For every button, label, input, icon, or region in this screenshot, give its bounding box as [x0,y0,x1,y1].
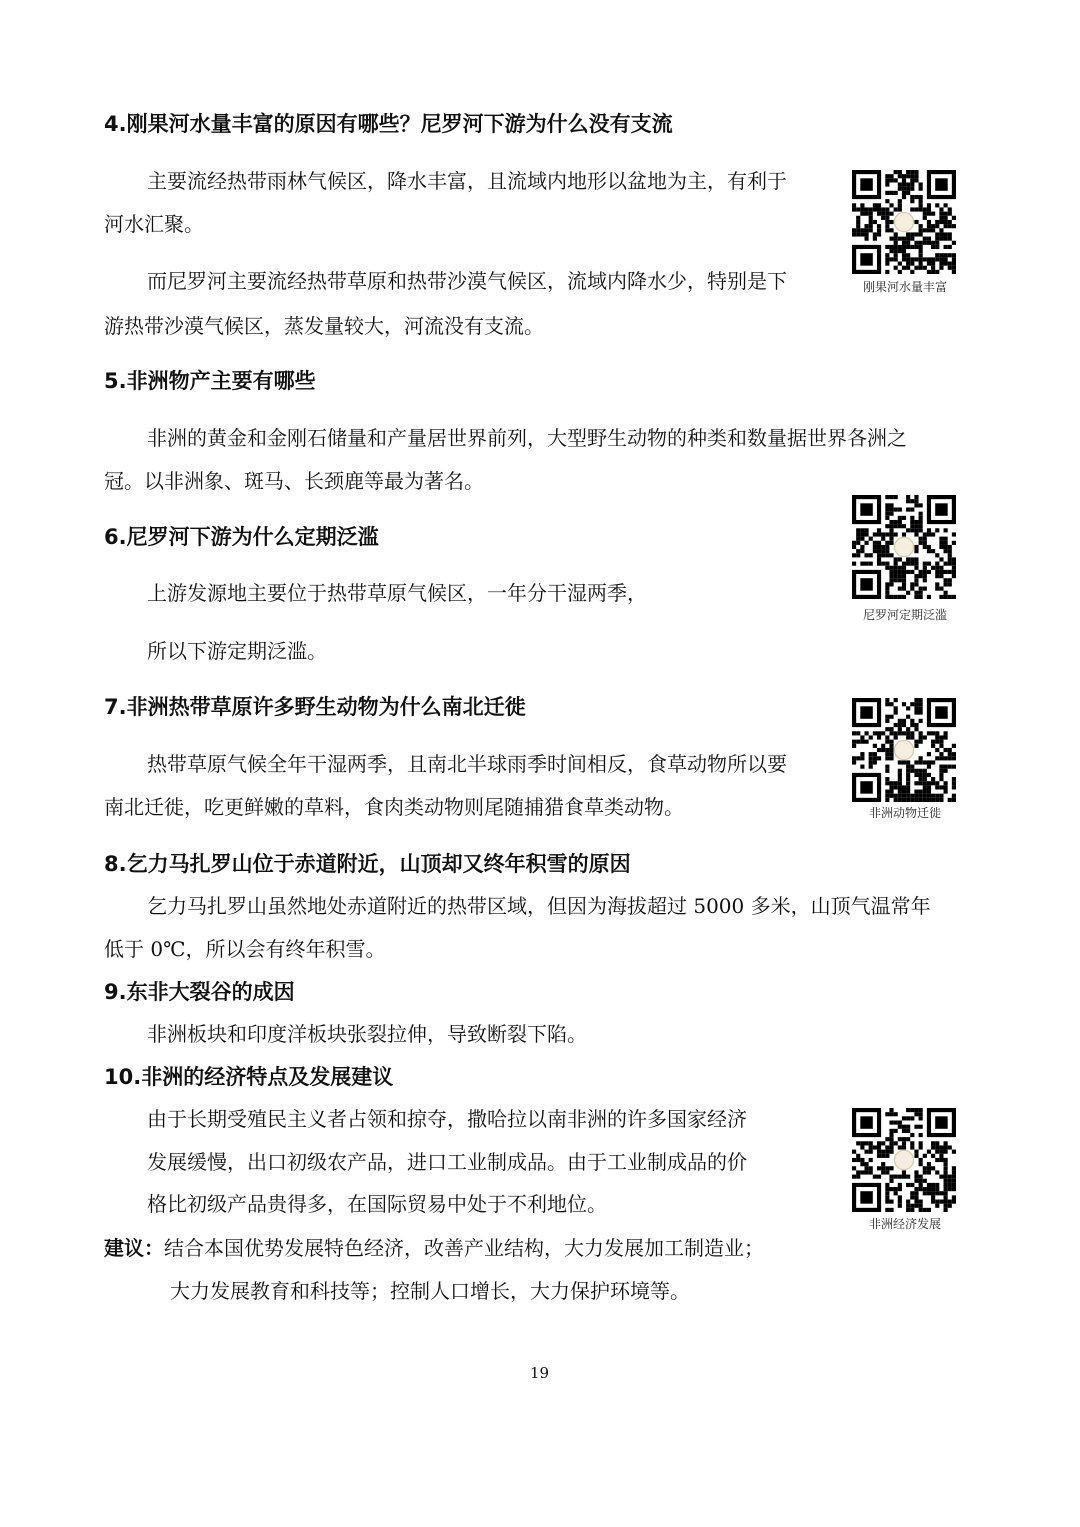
qr-code-migration[interactable] [852,698,956,802]
section-7-heading: 7.非洲热带草原许多野生动物为什么南北迁徙 [104,695,526,719]
qr-caption-congo: 刚果河水量丰富 [862,280,947,294]
section-4-line-1: 主要流经热带雨林气候区，降水丰富，且流域内地形以盆地为主，有利于 [147,169,787,193]
section-9-line-1: 非洲板块和印度洋板块张裂拉伸，导致断裂下陷。 [147,1022,587,1046]
section-8-line-1: 乞力马扎罗山虽然地处赤道附近的热带区域，但因为海拔超过 5000 多米，山顶气温常年 [147,894,931,918]
section-5-heading: 5.非洲物产主要有哪些 [104,369,316,393]
suggestion-text-1: 结合本国优势发展特色经济，改善产业结构，大力发展加工制造业； [164,1236,764,1260]
section-6-heading: 6.尼罗河下游为什么定期泛滥 [104,525,379,549]
section-4-line-3: 而尼罗河主要流经热带草原和热带沙漠气候区，流域内降水少，特别是下 [147,269,787,293]
section-5-line-1: 非洲的黄金和金刚石储量和产量居世界前列，大型野生动物的种类和数量据世界各洲之 [147,426,907,450]
qr-code-congo[interactable] [852,170,956,274]
section-7-line-2: 南北迁徙，吃更鲜嫩的草料，食肉类动物则尾随捕猎食草类动物。 [104,795,684,819]
section-7-line-1: 热带草原气候全年干湿两季，且南北半球雨季时间相反，食草动物所以要 [147,752,787,776]
section-10-line-1: 由于长期受殖民主义者占领和掠夺，撒哈拉以南非洲的许多国家经济 [147,1107,747,1131]
section-9-heading: 9.东非大裂谷的成因 [104,980,295,1004]
section-4-line-2: 河水汇聚。 [104,212,204,236]
section-10-heading: 10.非洲的经济特点及发展建议 [104,1065,394,1089]
section-6-line-1: 上游发源地主要位于热带草原气候区，一年分干湿两季， [147,581,647,605]
section-10-line-2: 发展缓慢，出口初级农产品，进口工业制成品。由于工业制成品的价 [147,1150,747,1174]
suggestion-line-2: 大力发展教育和科技等；控制人口增长，大力保护环境等。 [170,1279,690,1303]
section-10-line-3: 格比初级产品贵得多，在国际贸易中处于不利地位。 [147,1192,607,1216]
section-5-line-2: 冠。以非洲象、斑马、长颈鹿等最为著名。 [104,469,484,493]
section-4-line-4: 游热带沙漠气候区，蒸发量较大，河流没有支流。 [104,314,544,338]
qr-caption-migration: 非洲动物迁徙 [868,806,941,820]
qr-caption-nile: 尼罗河定期泛滥 [862,608,947,622]
section-4-heading: 4.刚果河水量丰富的原因有哪些？尼罗河下游为什么没有支流 [104,112,673,136]
section-6-line-2: 所以下游定期泛滥。 [147,639,327,663]
section-8-line-2: 低于 0℃，所以会有终年积雪。 [104,937,386,961]
suggestion-label: 建议： [104,1236,164,1260]
qr-code-economy[interactable] [852,1108,956,1212]
section-8-heading: 8.乞力马扎罗山位于赤道附近，山顶却又终年积雪的原因 [104,852,631,876]
qr-code-nile[interactable] [852,495,956,599]
suggestion-line-1 [104,1234,764,1262]
page-number: 19 [530,1364,550,1382]
qr-caption-economy: 非洲经济发展 [868,1217,941,1231]
